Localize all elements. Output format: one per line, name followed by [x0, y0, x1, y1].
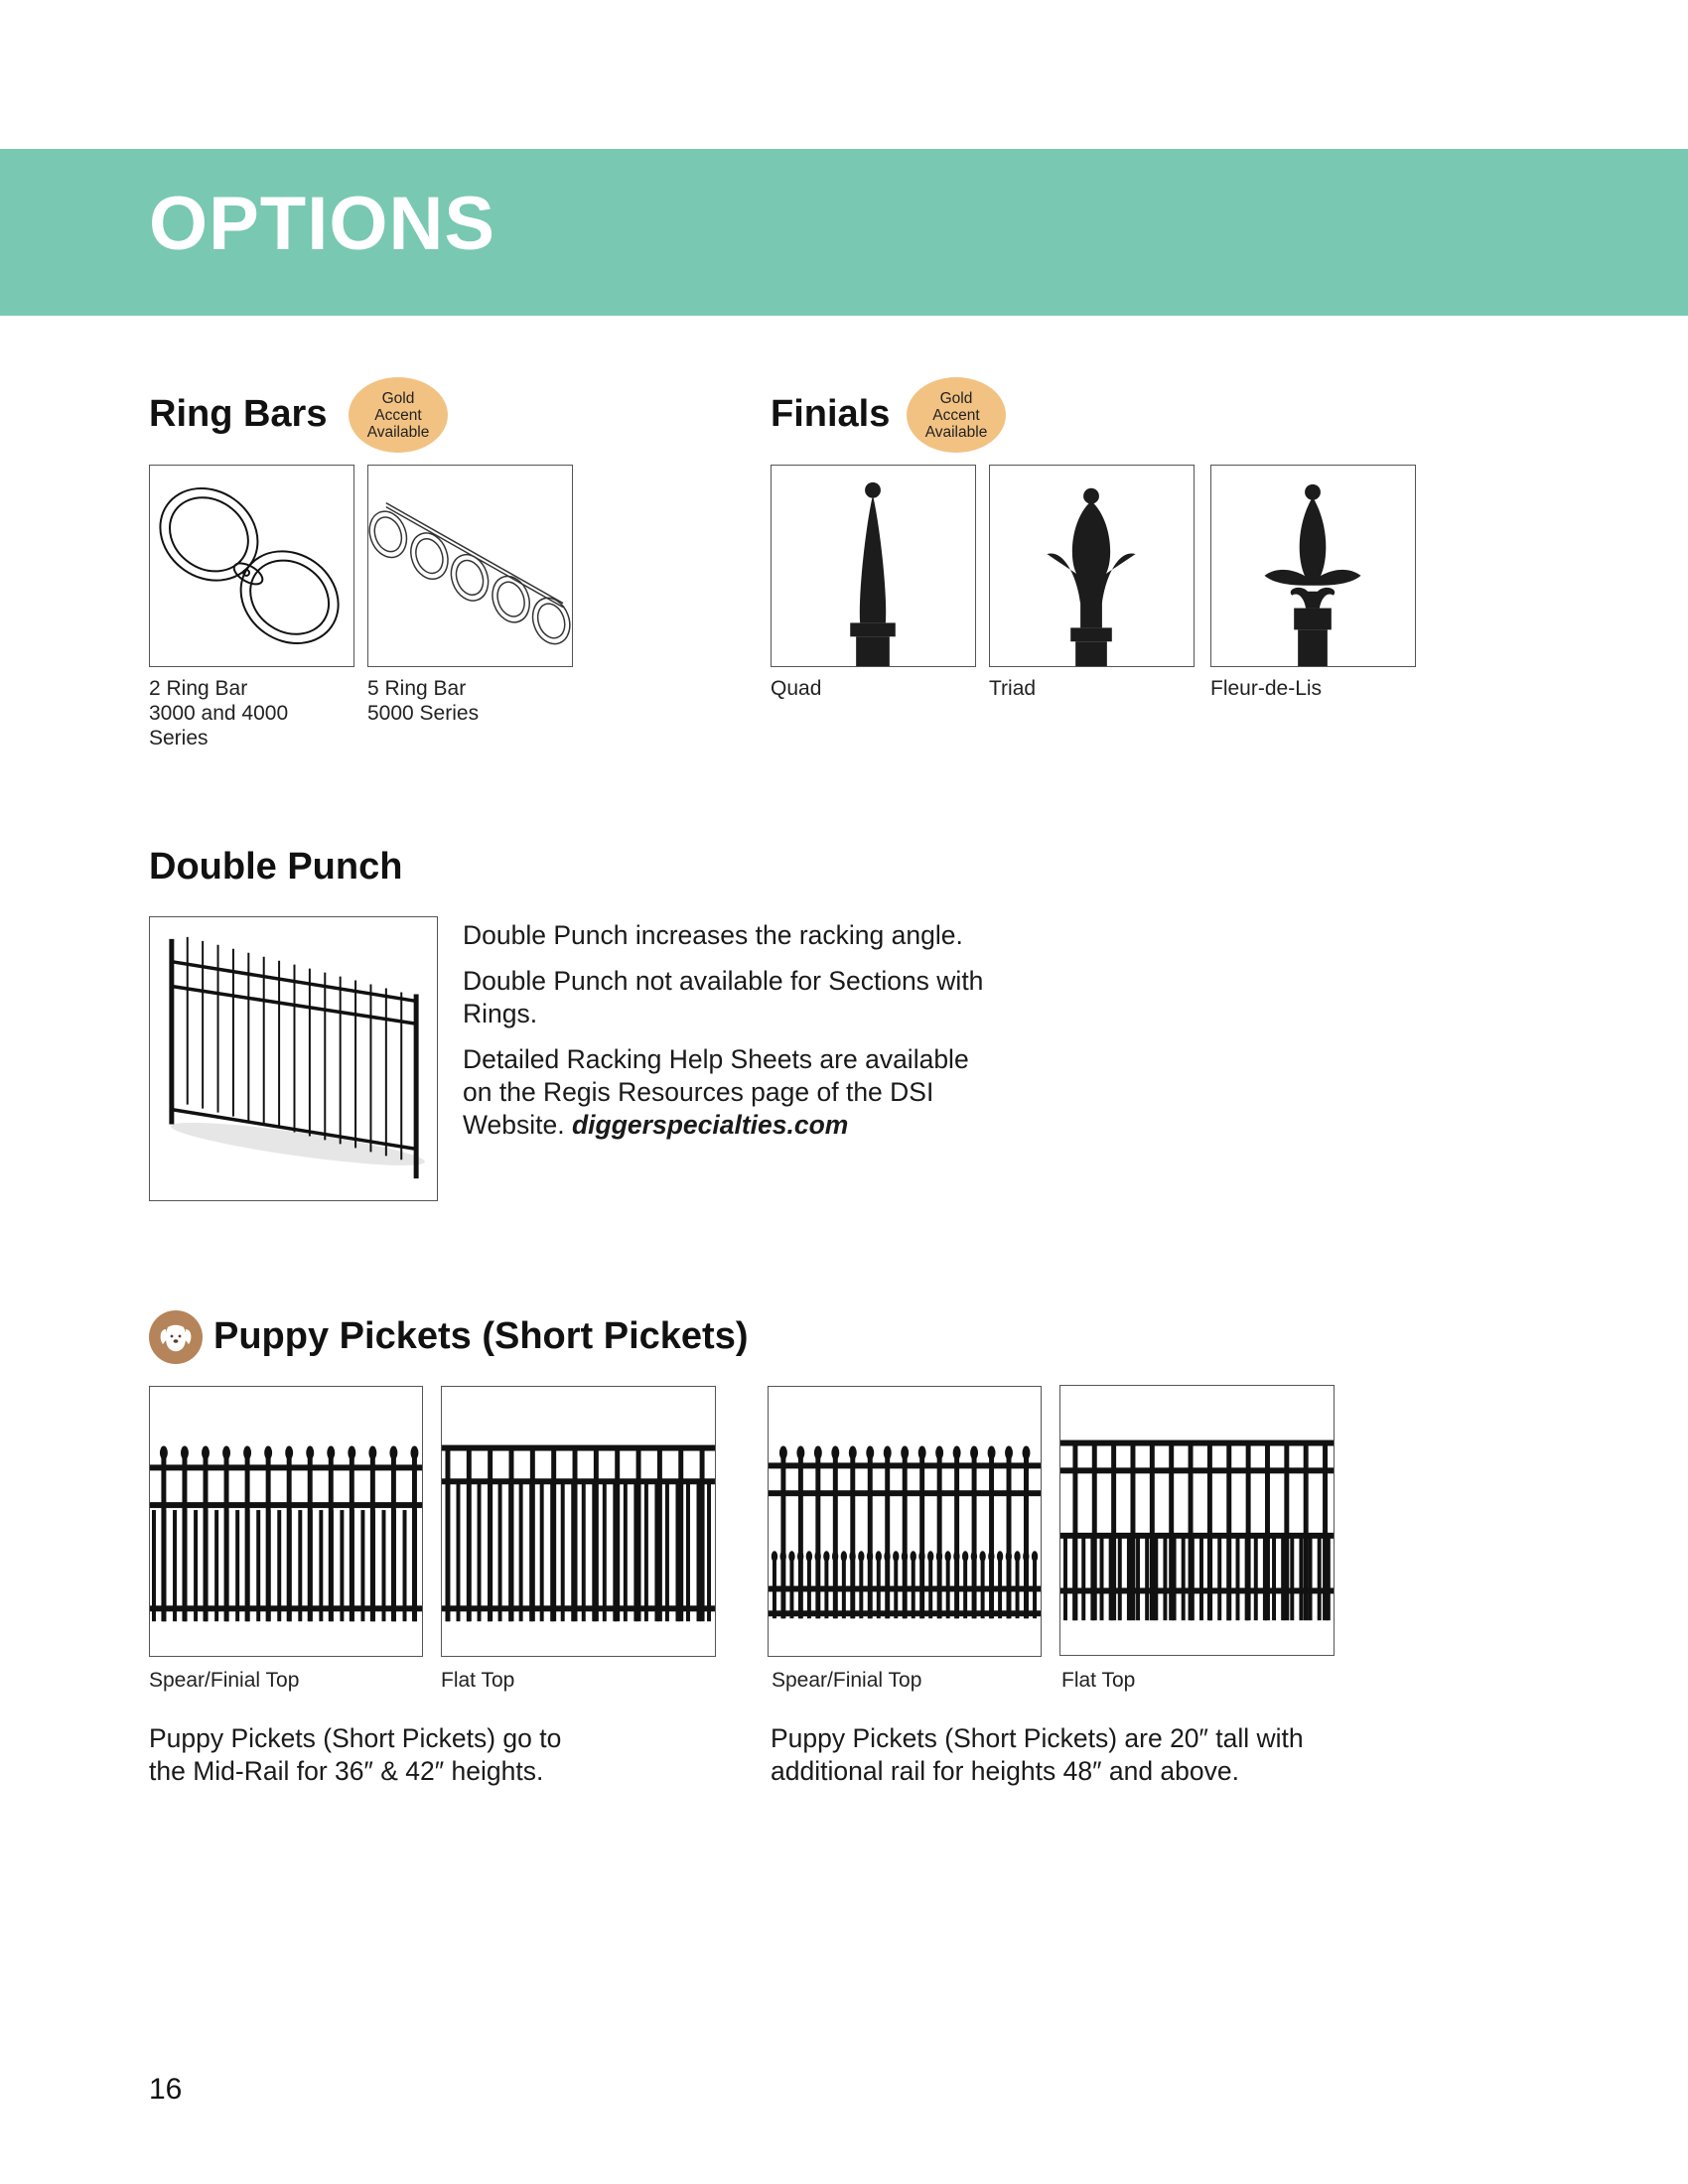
- spear-tip: [884, 1446, 892, 1460]
- spear-tip: [831, 1446, 839, 1460]
- spear-tip: [181, 1446, 189, 1460]
- short-picket: [246, 1510, 250, 1621]
- rings-availability-note: Double Punch not available for Sections with Rings.: [463, 966, 984, 1028]
- spear-tip: [936, 1551, 942, 1562]
- rail: [442, 1478, 715, 1484]
- short-picket: [1226, 1536, 1230, 1620]
- caption-line: 5000 Series: [367, 702, 480, 725]
- fence-illustration: [769, 1446, 1041, 1619]
- short-picket: [644, 1481, 648, 1621]
- fence-illustration: [442, 1445, 715, 1622]
- caption-line: 5 Ring Bar: [367, 677, 467, 700]
- spear-tip: [876, 1551, 882, 1562]
- short-picket: [360, 1510, 364, 1621]
- triad-caption: Triad: [989, 677, 1037, 700]
- rail: [442, 1445, 715, 1451]
- short-picket: [592, 1481, 596, 1621]
- page-title: OPTIONS: [149, 182, 496, 266]
- help-sheets-text: Detailed Racking Help Sheets are available on the Regis Resources page of the DSI Website.: [463, 1044, 969, 1140]
- gold-accent-badge: [349, 377, 448, 453]
- spear-tip: [779, 1446, 787, 1460]
- two-ring-bar-image: [149, 465, 354, 667]
- short-picket: [1254, 1536, 1258, 1620]
- spear-tip: [988, 1551, 994, 1562]
- spear-tip: [797, 1551, 803, 1562]
- short-picket: [340, 1510, 344, 1621]
- quad-caption: Quad: [771, 677, 822, 700]
- spear-tip: [202, 1446, 210, 1460]
- short-picket: [1263, 1536, 1267, 1620]
- rail: [150, 1605, 422, 1611]
- spear-tip: [918, 1551, 924, 1562]
- badge-line: Accent: [932, 406, 980, 424]
- two-ring-bar-drawing: [150, 466, 353, 666]
- short-picket: [381, 1510, 385, 1621]
- spear-tip: [410, 1446, 418, 1460]
- spear-tip: [867, 1551, 873, 1562]
- spear-tip: [814, 1551, 820, 1562]
- gold-accent-badge: [907, 377, 1006, 453]
- spear-tip: [823, 1551, 829, 1562]
- short-picket: [256, 1510, 260, 1621]
- short-picket: [675, 1481, 679, 1621]
- fleur-de-lis-finial-image: [1210, 465, 1416, 667]
- short-picket: [152, 1510, 156, 1621]
- ring-bars-heading: Ring Bars: [149, 393, 328, 435]
- caption-line: 3000 and 4000: [149, 702, 289, 725]
- racking-angle-note: Double Punch increases the racking angle.: [463, 920, 963, 950]
- spear-tip: [997, 1551, 1003, 1562]
- spear-tip: [832, 1551, 838, 1562]
- short-picket: [205, 1510, 209, 1621]
- short-picket: [561, 1481, 565, 1621]
- short-picket: [1182, 1536, 1186, 1620]
- short-picket: [1100, 1536, 1104, 1620]
- short-picket: [403, 1510, 407, 1621]
- short-picket: [319, 1510, 323, 1621]
- flat-top-extra-rail-puppy-pickets: [1060, 1386, 1334, 1655]
- website-link[interactable]: diggerspecialties.com: [572, 1110, 849, 1140]
- double-punch-text: [463, 919, 999, 1155]
- quad-finial-image: [771, 465, 976, 667]
- spear-tip: [884, 1551, 890, 1562]
- spear-tip: [389, 1446, 397, 1460]
- puppy-pickets-spear-midrail-image: [149, 1386, 423, 1657]
- short-picket: [413, 1510, 417, 1621]
- spear-tip: [160, 1446, 168, 1460]
- spear-top-caption: Spear/Finial Top: [772, 1669, 922, 1692]
- finials-heading: Finials: [771, 393, 891, 435]
- short-picket: [1072, 1536, 1076, 1620]
- short-picket: [1090, 1536, 1094, 1620]
- badge-line: Available: [924, 423, 988, 441]
- dog-face-icon: [149, 1310, 203, 1364]
- puppy-pickets-flat-midrail-image: [441, 1386, 716, 1657]
- short-picket: [697, 1481, 701, 1621]
- spear-tip: [849, 1551, 855, 1562]
- double-punch-heading: Double Punch: [149, 846, 403, 887]
- spear-tip: [1032, 1551, 1038, 1562]
- puppy-pickets-spear-extra-rail-image: [768, 1386, 1042, 1657]
- short-picket: [351, 1510, 354, 1621]
- spear-tip: [902, 1551, 908, 1562]
- spear-tip: [971, 1551, 977, 1562]
- spear-tip: [327, 1446, 335, 1460]
- spear-tip: [979, 1551, 985, 1562]
- rail: [1060, 1533, 1334, 1539]
- short-picket: [1173, 1536, 1177, 1620]
- short-picket: [582, 1481, 586, 1621]
- short-picket: [330, 1510, 334, 1621]
- short-picket: [654, 1481, 658, 1621]
- fleur-de-lis-finial-photo: [1211, 466, 1415, 666]
- short-picket: [1318, 1536, 1322, 1620]
- short-picket: [214, 1510, 218, 1621]
- spear-tip: [780, 1551, 786, 1562]
- spear-tip: [893, 1551, 899, 1562]
- spear-tip: [962, 1551, 968, 1562]
- rail: [769, 1490, 1041, 1496]
- spear-top-caption: Spear/Finial Top: [149, 1669, 300, 1692]
- short-picket: [1217, 1536, 1221, 1620]
- short-picket: [1281, 1536, 1285, 1620]
- flat-top-caption: Flat Top: [1061, 1669, 1136, 1692]
- description-line: the Mid-Rail for 36″ & 42″ heights.: [149, 1756, 544, 1786]
- rail: [442, 1605, 715, 1611]
- short-picket: [603, 1481, 607, 1621]
- badge-line: Accent: [374, 406, 422, 424]
- spear-top-midrail-puppy-pickets: [150, 1387, 422, 1656]
- rail: [150, 1464, 422, 1470]
- spear-tip: [858, 1551, 864, 1562]
- flat-top-caption: Flat Top: [441, 1669, 515, 1692]
- short-picket: [519, 1481, 523, 1621]
- short-picket: [550, 1481, 554, 1621]
- spear-tip: [970, 1446, 978, 1460]
- short-picket: [1208, 1536, 1212, 1620]
- short-picket: [571, 1481, 575, 1621]
- short-picket: [1081, 1536, 1085, 1620]
- short-picket: [1136, 1536, 1140, 1620]
- short-picket: [173, 1510, 177, 1621]
- rail: [1060, 1467, 1334, 1473]
- short-picket: [1127, 1536, 1131, 1620]
- short-picket: [665, 1481, 669, 1621]
- short-picket: [1299, 1536, 1303, 1620]
- short-picket: [478, 1481, 482, 1621]
- short-picket: [613, 1481, 617, 1621]
- spear-tip: [285, 1446, 293, 1460]
- short-picket: [529, 1481, 533, 1621]
- puppy-pickets-heading: Puppy Pickets (Short Pickets): [213, 1315, 749, 1357]
- description-line: Puppy Pickets (Short Pickets) go to: [149, 1723, 562, 1753]
- spear-tip: [935, 1446, 943, 1460]
- short-picket: [457, 1481, 461, 1621]
- midrail-heights-description: [149, 1722, 561, 1788]
- spear-tip: [1014, 1551, 1020, 1562]
- short-picket: [1236, 1536, 1240, 1620]
- help-sheets-note: [463, 1043, 999, 1142]
- short-picket: [1109, 1536, 1113, 1620]
- rail: [1060, 1440, 1334, 1446]
- spear-tip: [1006, 1551, 1012, 1562]
- rail: [769, 1610, 1041, 1616]
- short-picket: [225, 1510, 229, 1621]
- two-ring-bar-caption: [149, 676, 288, 751]
- double-punch-image: [149, 916, 438, 1201]
- spear-tip: [945, 1551, 951, 1562]
- short-picket: [1309, 1536, 1313, 1620]
- quad-finial-photo: [772, 466, 975, 666]
- short-picket: [488, 1481, 492, 1621]
- short-picket: [498, 1481, 502, 1621]
- spear-tip: [806, 1551, 812, 1562]
- five-ring-bar-caption: [367, 676, 479, 726]
- short-picket: [1063, 1536, 1067, 1620]
- short-picket: [235, 1510, 239, 1621]
- triad-finial-photo: [990, 466, 1194, 666]
- spear-tip: [1005, 1446, 1013, 1460]
- caption-line: 2 Ring Bar: [149, 677, 248, 700]
- spear-tip: [988, 1446, 996, 1460]
- fence-illustration: [150, 1446, 422, 1622]
- puppy-pickets-flat-extra-rail-image: [1059, 1385, 1335, 1656]
- spear-tip: [901, 1446, 909, 1460]
- short-picket: [1290, 1536, 1294, 1620]
- spear-tip: [911, 1551, 916, 1562]
- spear-tip: [918, 1446, 926, 1460]
- short-picket: [371, 1510, 375, 1621]
- spear-tip: [953, 1446, 961, 1460]
- short-picket: [508, 1481, 512, 1621]
- spear-tip: [1023, 1551, 1029, 1562]
- short-picket: [1191, 1536, 1195, 1620]
- racked-fence-section-photo: [150, 917, 437, 1200]
- short-picket: [467, 1481, 471, 1621]
- short-picket: [194, 1510, 198, 1621]
- short-picket: [1272, 1536, 1276, 1620]
- short-picket: [1327, 1536, 1331, 1620]
- short-picket: [392, 1510, 396, 1621]
- rail: [769, 1586, 1041, 1592]
- triad-finial-image: [989, 465, 1195, 667]
- spear-tip: [866, 1446, 874, 1460]
- spear-tip: [953, 1551, 959, 1562]
- rail: [769, 1462, 1041, 1468]
- short-picket: [288, 1510, 292, 1621]
- additional-rail-description: [771, 1722, 1304, 1788]
- short-picket: [633, 1481, 637, 1621]
- spear-tip: [1023, 1446, 1031, 1460]
- badge-line: Gold: [381, 389, 415, 407]
- spear-tip: [927, 1551, 933, 1562]
- spear-tip: [368, 1446, 376, 1460]
- short-picket: [540, 1481, 544, 1621]
- spear-tip: [814, 1446, 822, 1460]
- short-picket: [298, 1510, 302, 1621]
- caption-line: Series: [149, 727, 209, 750]
- short-picket: [163, 1510, 167, 1621]
- rail: [150, 1502, 422, 1508]
- badge-line: Gold: [939, 389, 973, 407]
- short-picket: [1118, 1536, 1122, 1620]
- description-line: Puppy Pickets (Short Pickets) are 20″ tall with: [771, 1723, 1304, 1753]
- short-picket: [686, 1481, 690, 1621]
- spear-tip: [264, 1446, 272, 1460]
- dog-face-glyph: [156, 1317, 196, 1357]
- badge-line: Available: [366, 423, 430, 441]
- spear-tip: [772, 1551, 777, 1562]
- short-picket: [184, 1510, 188, 1621]
- spear-tip: [306, 1446, 314, 1460]
- fence-illustration: [1060, 1440, 1334, 1621]
- spear-tip: [348, 1446, 355, 1460]
- short-picket: [1245, 1536, 1249, 1620]
- spear-tip: [796, 1446, 804, 1460]
- spear-tip: [788, 1551, 794, 1562]
- short-picket: [707, 1481, 711, 1621]
- rail: [1060, 1587, 1334, 1593]
- short-picket: [309, 1510, 313, 1621]
- short-picket: [1199, 1536, 1203, 1620]
- flat-top-midrail-puppy-pickets: [442, 1387, 715, 1656]
- fleur-de-lis-caption: Fleur-de-Lis: [1210, 677, 1323, 700]
- short-picket: [446, 1481, 450, 1621]
- short-picket: [1154, 1536, 1158, 1620]
- spear-tip: [243, 1446, 251, 1460]
- short-picket: [277, 1510, 281, 1621]
- spear-top-extra-rail-puppy-pickets: [769, 1387, 1041, 1656]
- five-ring-bar-drawing: [368, 466, 572, 666]
- description-line: additional rail for heights 48″ and above.: [771, 1756, 1239, 1786]
- five-ring-bar-image: [367, 465, 573, 667]
- short-picket: [1145, 1536, 1149, 1620]
- page-number: 16: [149, 2073, 183, 2106]
- short-picket: [624, 1481, 628, 1621]
- short-picket: [267, 1510, 271, 1621]
- spear-tip: [841, 1551, 847, 1562]
- spear-tip: [849, 1446, 857, 1460]
- short-picket: [1163, 1536, 1167, 1620]
- spear-tip: [222, 1446, 230, 1460]
